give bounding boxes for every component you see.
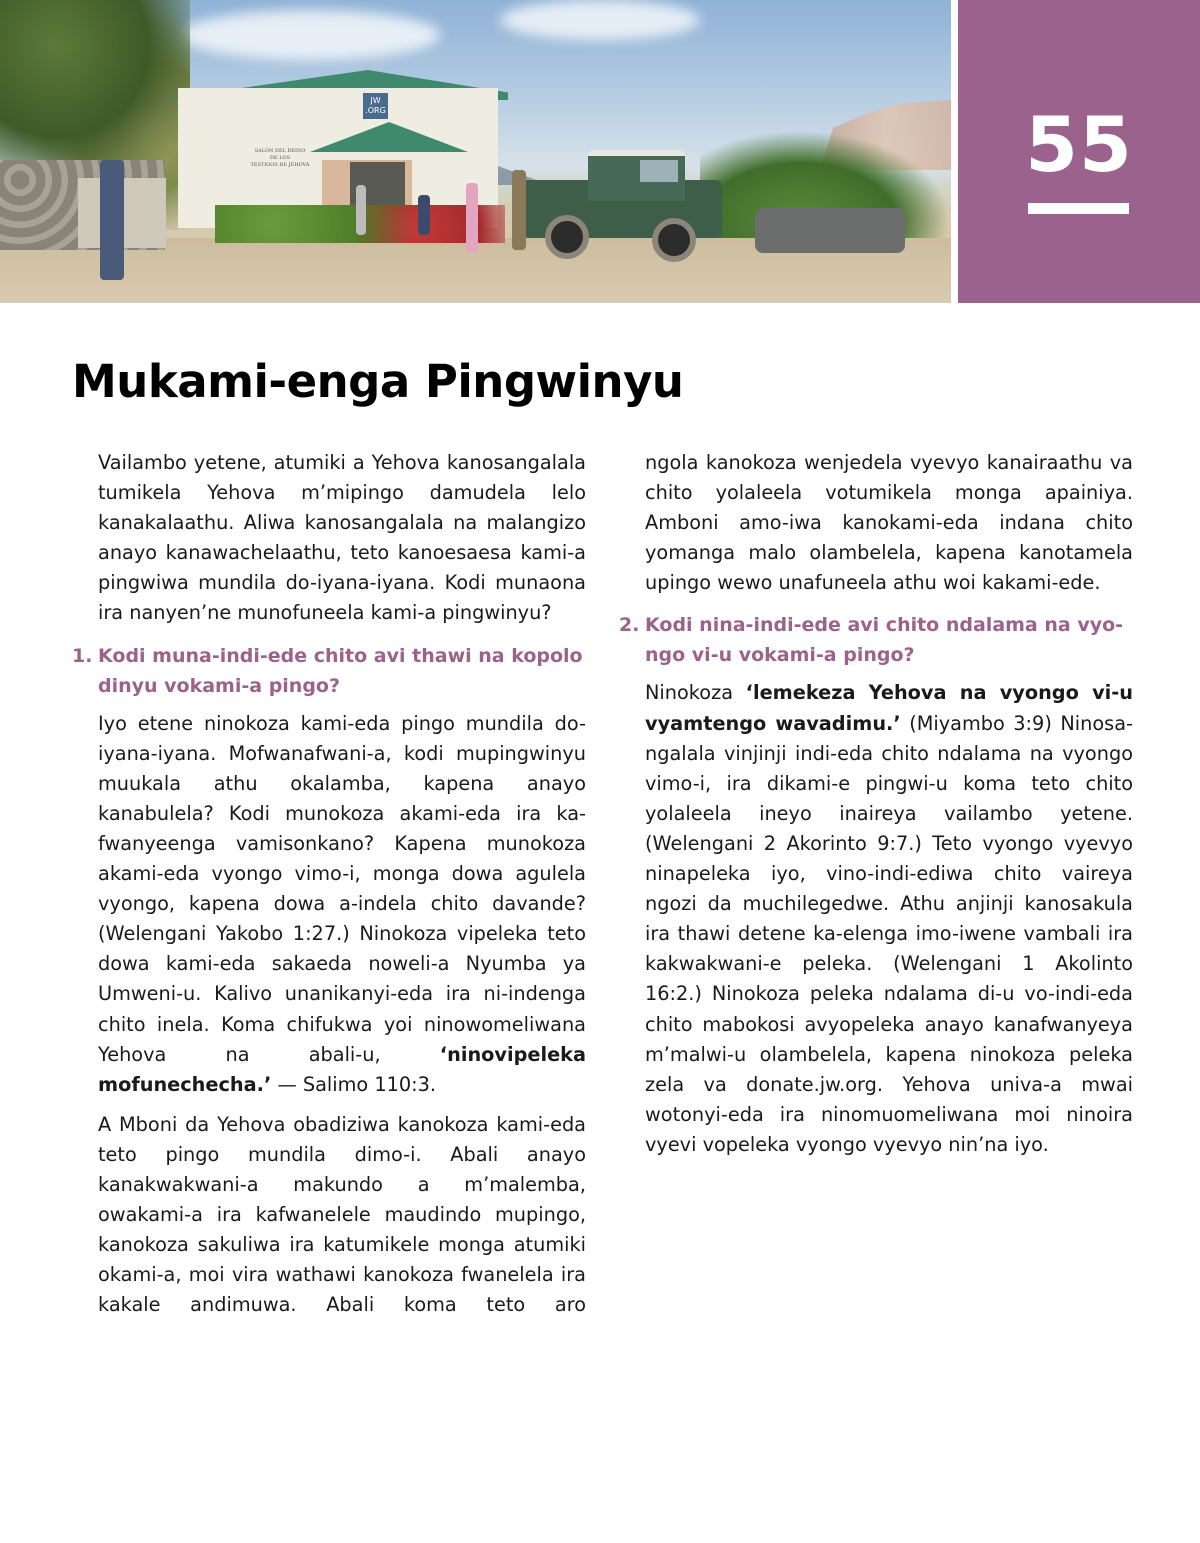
sign-line: DE LOS	[269, 155, 291, 161]
chapter-number: 55	[1025, 100, 1133, 189]
stone-fence	[755, 208, 905, 253]
cloud	[180, 10, 440, 60]
person	[418, 195, 430, 235]
scripture-quote: ‘lemekeza Yehova na vyongo vi-u vyamtengo wavadimu.’	[645, 681, 1133, 735]
truck-wheel	[652, 218, 696, 262]
sign-line: SALÓN DEL REINO	[254, 148, 306, 154]
body-paragraph-continued: ngola kanokoza wenjedela vyevyo kanairaathu va chito yolaleela votumikela monga apainiya. Amboni amo-iwa kanokami-eda indana chito yomanga malo olambelela, kapena kanotamela upingo wewo unafuneela athu woi kakami-ede.	[645, 451, 1133, 595]
hero-image	[0, 0, 951, 303]
truck-wheel	[545, 215, 589, 259]
cloud	[500, 0, 700, 40]
right-column	[619, 448, 1133, 1170]
person	[356, 185, 366, 235]
scripture-reference: — Salimo 110:3.	[271, 1072, 437, 1096]
chapter-badge	[958, 0, 1200, 303]
hall-sign	[250, 148, 310, 169]
question-text: Kodi muna-indi-ede chito avi thawi na kopolo dinyu vokami-a pingo?	[98, 644, 583, 697]
question-2	[619, 610, 1133, 670]
truck-window	[640, 160, 678, 182]
logo-line: .ORG	[365, 106, 386, 115]
left-column	[72, 448, 586, 1330]
question-number: 1.	[72, 644, 93, 667]
body-paragraph	[98, 709, 586, 1100]
sign-line: TESTIGOS DE JEHOVÁ	[250, 162, 310, 168]
scripture-quote: ‘ninovipeleka mofunechecha.’	[98, 1042, 586, 1096]
jw-org-logo	[363, 93, 388, 119]
person	[512, 170, 526, 250]
logo-line: JW	[370, 96, 381, 105]
person	[100, 160, 124, 280]
question-1	[72, 641, 586, 701]
page-title: Mukami-enga Pingwinyu	[72, 355, 684, 408]
chapter-underline	[1028, 203, 1129, 214]
body-paragraph: A Mboni da Yehova obadiziwa kanokoza kami-eda teto pingo mundila dimo-i. Abali anayo kanakwakwani-a makundo a m’malemba, owakami-a ira kafwanelele maudindo mupingo, kanokoza sakuliwa ira katumikele monga atumiki okami-a, moi vira wathawi kanokoza fwanelela ira kakale andimuwa. Abali koma teto aro	[98, 1112, 586, 1317]
body-paragraph	[645, 678, 1133, 1160]
question-text: Kodi nina-indi-ede avi chito ndalama na vyongo vi-u vokami-a pingo?	[645, 614, 1124, 667]
question-number: 2.	[619, 614, 640, 637]
paragraph-text: Iyo etene ninokoza kami-eda pingo mundila do-iyana-iyana. Mofwanafwani-a, kodi mupingwinyu muukala athu okalamba, kapena anayo kanabulela? Kodi munokoza akami-eda ira kafwanyeenga vamisonkano? Kapena munokoza akami-eda vyongo vimo-i, monga dowa agulela vyongo, kapena dowa a-indela chito davande? (Welengani Yakobo 1:27.) Ninokoza vipeleka teto dowa kami-eda sakaeda noweli-a Nyumba ya Umweni-u. Kalivo unanikanyi-eda ira ni-indenga chito inela. Koma chifukwa yoi ninowomeliwana Yehova na abali-u,	[98, 711, 586, 1066]
paragraph-text: (Miyambo 3:9) Ninosangalala vinjinji indi-eda chito ndalama na vyongo vimo-i, ira dikami-e pingwi-u koma teto chito yolaleela ineyo inaireya vailambo yetene. (Welengani 2 Akorinto 9:7.) Teto vyongo vyevyo ninapeleka iyo, vino-indi-ediwa chito vaireya ngozi da muchilegedwe. Athu anjinji kanosakula ira thawi detene ka-elenga imo-iwene vambali ira kakwakwani-e peleka. (Welengani 1 Akolinto 16:2.) Ninokoza peleka ndalama di-u vo-indi-eda chito mabokosi avyopeleka anayo kanafwanyeya m’malwi-u olambelela, kapena ninokoza peleka zela va donate.jw.org. Yehova univa-a mwai wotonyi-eda ira ninomuomeliwana moi ninoira vyevi vopeleka vyongo vyevyo nin’na iyo.	[645, 711, 1133, 1156]
person	[466, 183, 478, 253]
intro-paragraph: Vailambo yetene, atumiki a Yehova kanosangalala tumikela Yehova m’mipingo damudela lelo kanakalaathu. Aliwa kanosangalala na malangizo anayo kanawachelaathu, teto kanoesaesa kami-a pingwiwa mundila do-iyana-iyana. Kodi munaona ira nanyen’ne munofuneela kami-a pingwinyu?	[98, 451, 586, 625]
paragraph-text: Ninokoza	[645, 681, 746, 705]
